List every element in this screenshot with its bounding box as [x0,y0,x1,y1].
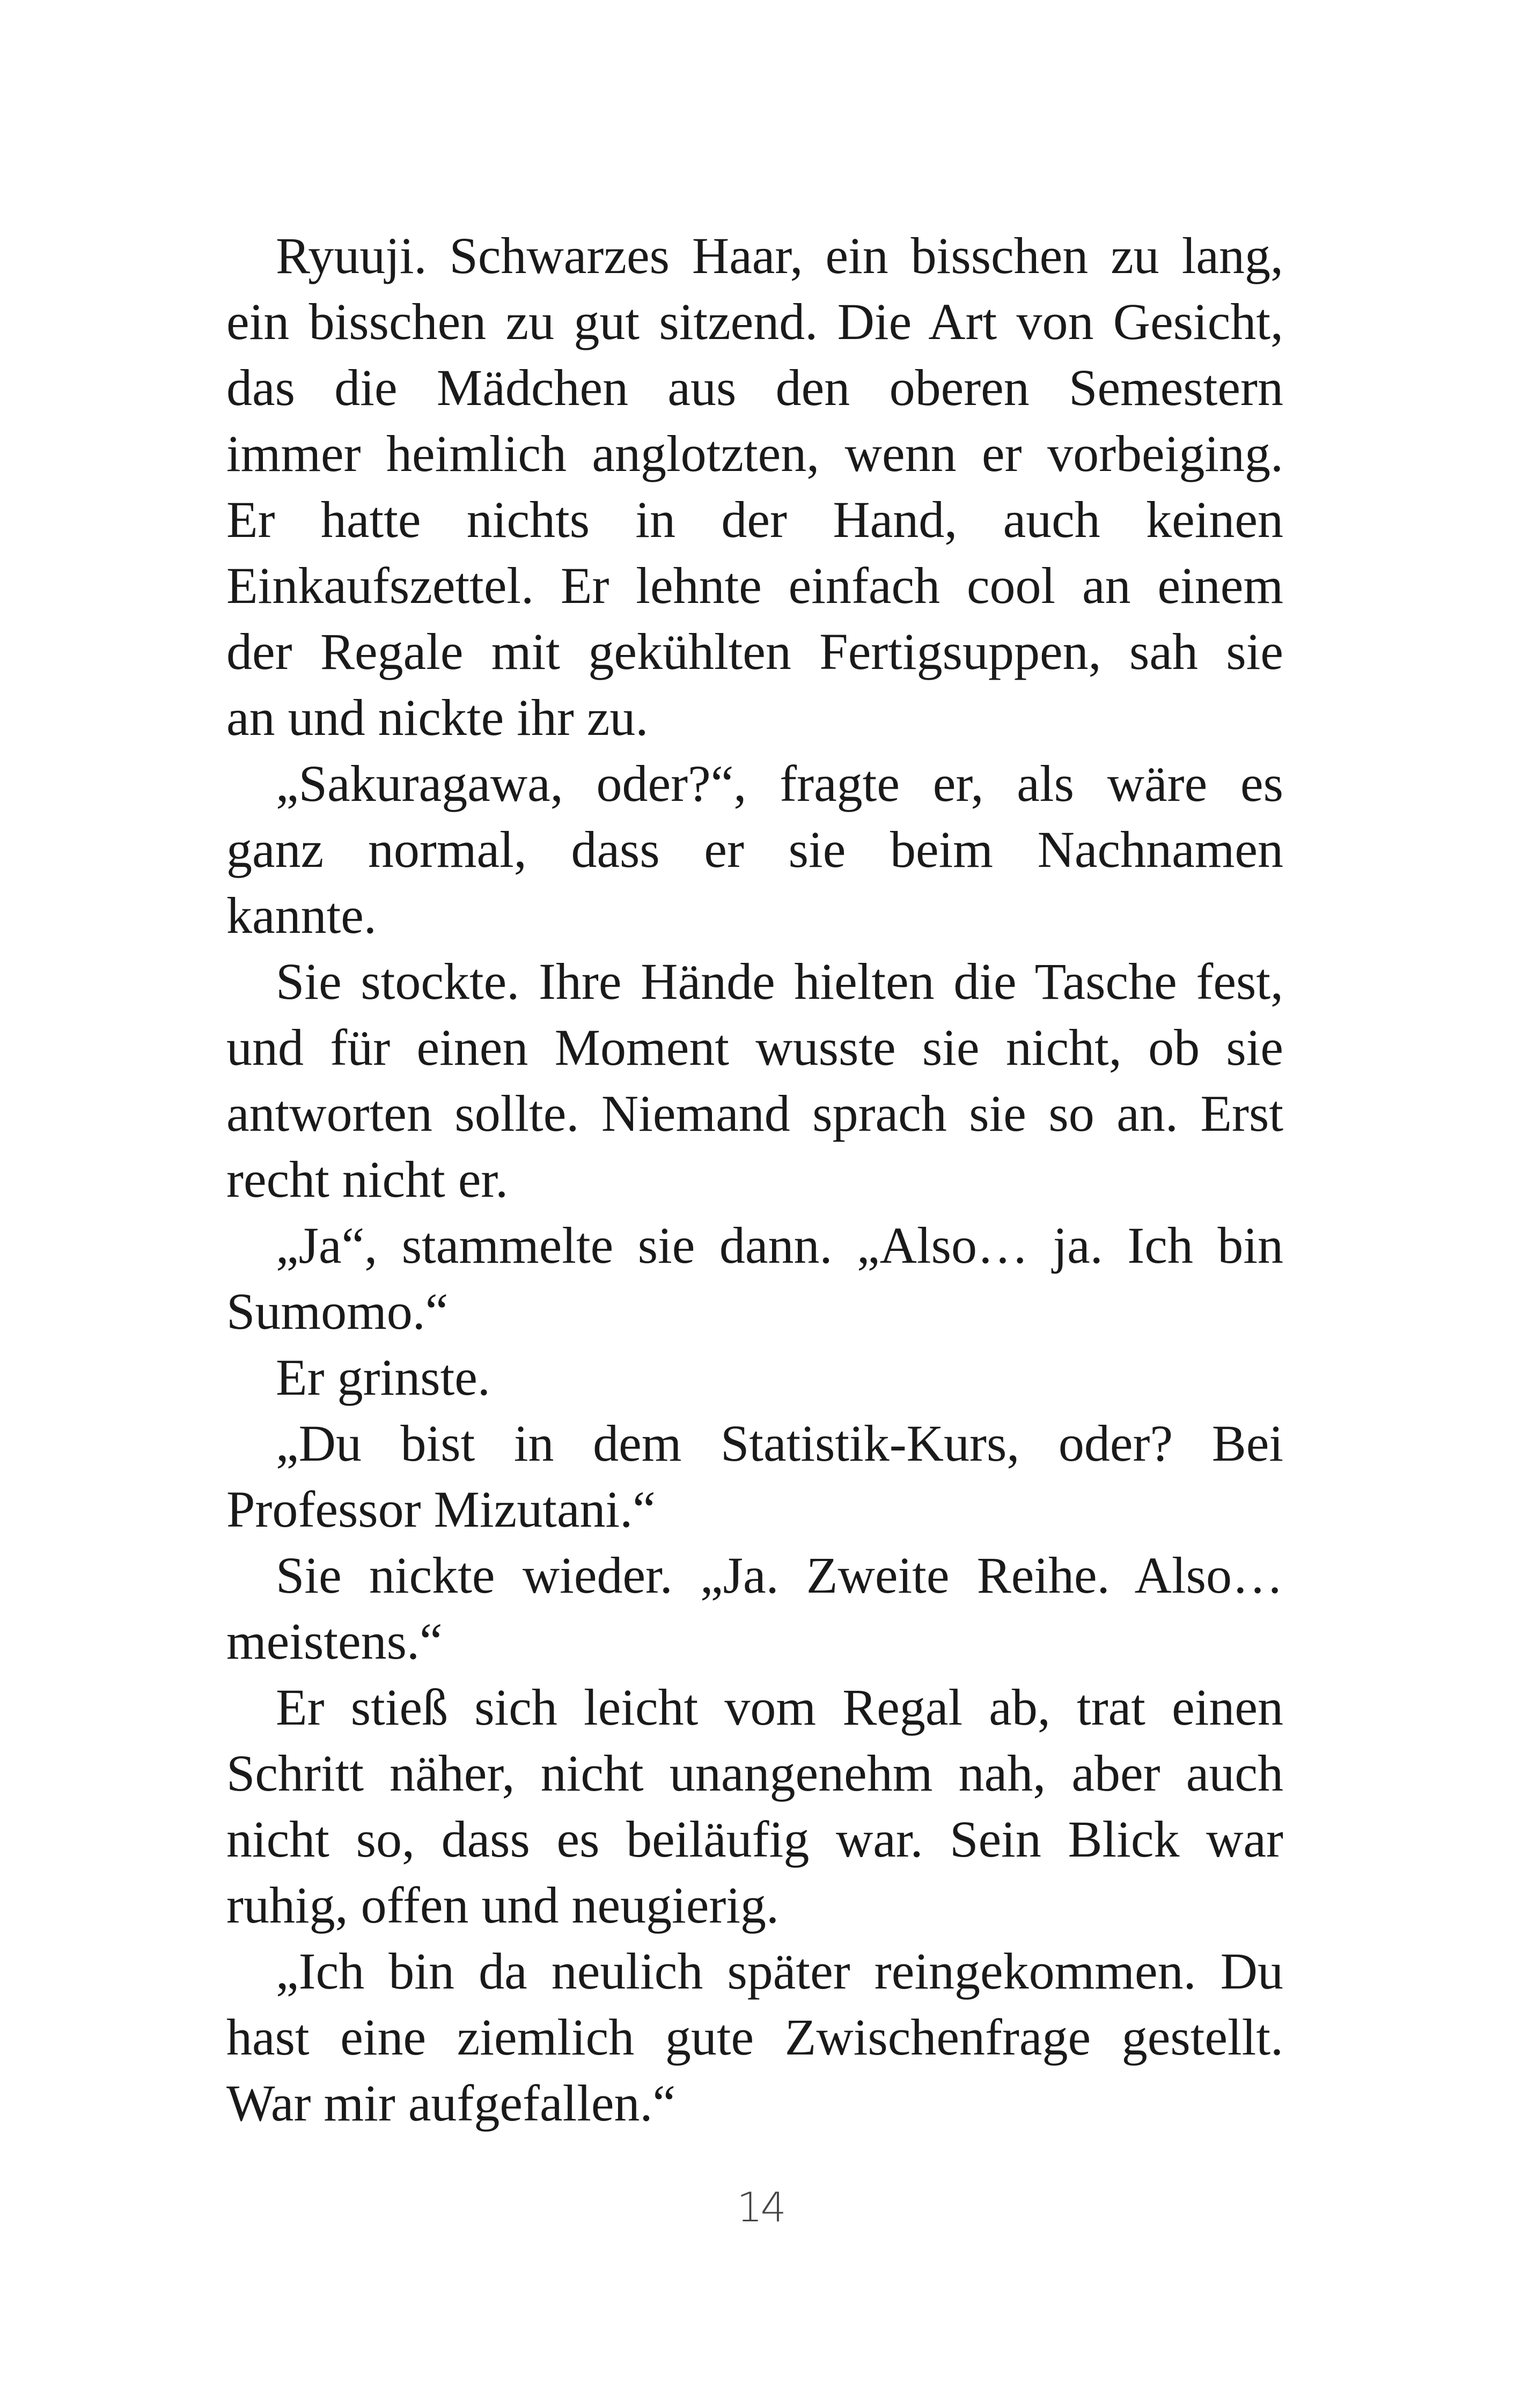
paragraph [226,1344,1283,1410]
text-line: ruhig, offen und neugierig. [226,1876,779,1934]
text-line: „Ich bin da neulich später reingekommen. Du [276,1942,1283,2000]
text-line: Sie nickte wieder. „Ja. Zweite Reihe. Also… [276,1547,1283,1604]
text-line: antworten sollte. Niemand sprach sie so an. Erst [226,1085,1283,1142]
text-line: Er hatte nichts in der Hand, auch keinen [226,491,1283,548]
paragraph [226,1674,1283,1938]
text-line: ein bisschen zu gut sitzend. Die Art von Gesicht, [226,293,1283,350]
text-line: War mir aufgefallen.“ [226,2074,676,2132]
page-number: 14 [737,2183,784,2231]
text-line: kannte. [226,887,377,944]
paragraph [226,223,1283,750]
paragraph [226,750,1283,948]
text-line: an und nickte ihr zu. [226,689,649,746]
text-line: „Du bist in dem Statistik-Kurs, oder? Bei [276,1415,1283,1472]
text-line: Er grinste. [276,1349,490,1406]
text-line: meistens.“ [226,1612,443,1670]
paragraph [226,948,1283,1212]
text-line: „Sakuragawa, oder?“, fragte er, als wäre es [276,755,1283,812]
text-line: Sie stockte. Ihre Hände hielten die Tasche fest, [276,953,1283,1010]
body-text [226,223,1283,2136]
paragraph [226,1938,1283,2136]
text-line: immer heimlich anglotzten, wenn er vorbeiging. [226,425,1283,482]
text-line: nicht so, dass es beiläufig war. Sein Blick war [226,1810,1283,1868]
text-line: und für einen Moment wusste sie nicht, ob sie [226,1019,1283,1076]
text-line: „Ja“, stammelte sie dann. „Also… ja. Ich bin [276,1217,1283,1274]
paragraph [226,1410,1283,1542]
text-line: Sumomo.“ [226,1283,449,1340]
text-line: recht nicht er. [226,1151,509,1208]
text-line: Er stieß sich leicht vom Regal ab, trat einen [276,1678,1283,1736]
text-line: Einkaufszettel. Er lehnte einfach cool an einem [226,557,1283,614]
text-line: der Regale mit gekühlten Fertigsuppen, sah sie [226,623,1283,680]
text-line: hast eine ziemlich gute Zwischenfrage gestellt. [226,2008,1283,2066]
text-line: das die Mädchen aus den oberen Semestern [226,359,1283,416]
text-line: Ryuuji. Schwarzes Haar, ein bisschen zu lang, [276,227,1283,284]
paragraph [226,1542,1283,1674]
text-line: Schritt näher, nicht unangenehm nah, aber auch [226,1744,1283,1802]
paragraph [226,1212,1283,1344]
text-line: ganz normal, dass er sie beim Nachnamen [226,821,1283,878]
text-line: Professor Mizutani.“ [226,1481,656,1538]
